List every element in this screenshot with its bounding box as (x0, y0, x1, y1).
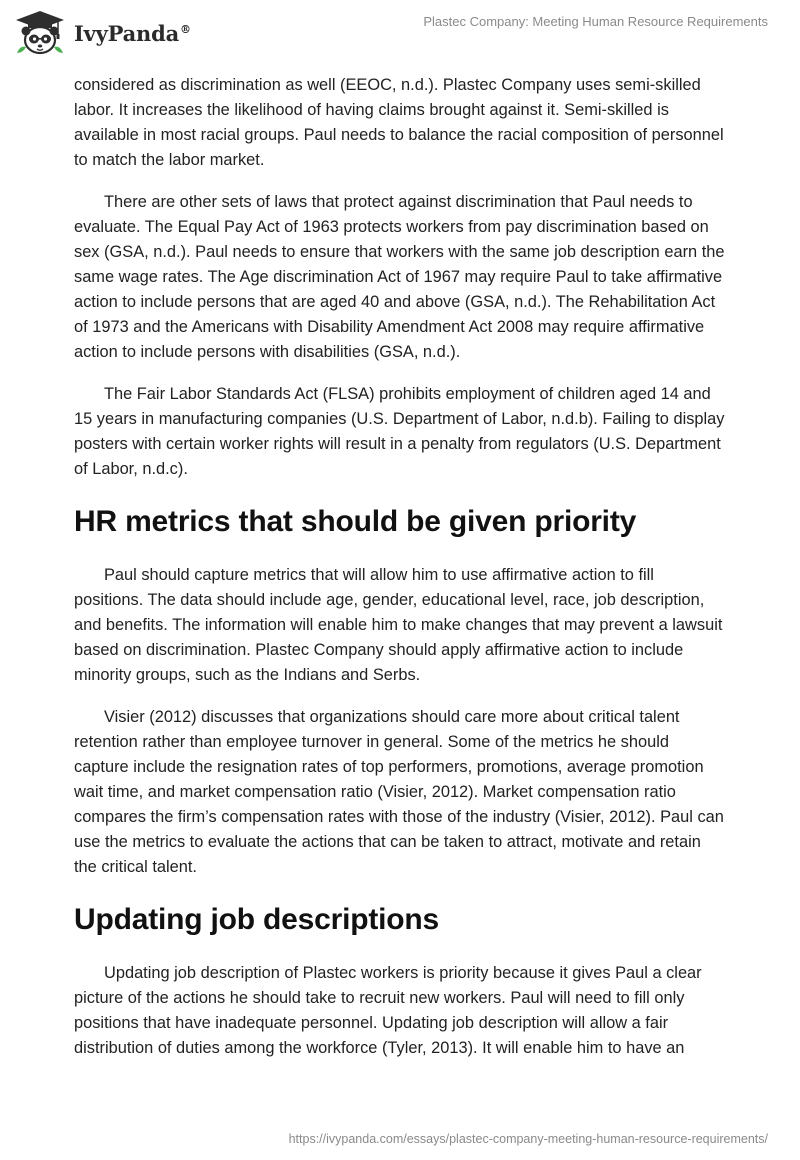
document-title: Plastec Company: Meeting Human Resource Requirements (423, 14, 768, 29)
panda-graduate-icon (14, 9, 66, 57)
ivypanda-logo[interactable] (14, 8, 191, 58)
paragraph: Paul should capture metrics that will allow him to use affirmative action to fill positions. The data should include age, gender, educational level, race, job description, and benefits. The information will enable him to make changes that may prevent a lawsuit based on discrimination. Plastec Company should apply affirmative action to include minority groups, such as the Indians and Serbs. (74, 566, 723, 684)
source-url[interactable]: https://ivypanda.com/essays/plastec-company-meeting-human-resource-requirements/ (288, 1132, 768, 1146)
section-heading-hr-metrics: HR metrics that should be given priority (74, 505, 637, 538)
section-heading-job-descriptions: Updating job descriptions (74, 903, 440, 936)
paragraph: The Fair Labor Standards Act (FLSA) prohibits employment of children aged 14 and 15 years in manufacturing companies (U.S. Department of Labor, n.d.b). Failing to display posters with certain worker rights will result in a penalty from regulators (U.S. Department of Labor, n.d.c). (74, 385, 725, 478)
page-header (0, 0, 800, 70)
paragraph: Updating job description of Plastec workers is priority because it gives Paul a clear picture of the actions he should take to recruit new workers. Paul will need to fill only positions that have inadequate personnel. Updating job description will allow a fair distribution of duties among the workforce (Tyler, 2013). It will enable him to have an (74, 964, 702, 1057)
brand-name: IvyPanda® (74, 20, 191, 46)
paragraph: considered as discrimination as well (EEOC, n.d.). Plastec Company uses semi-skilled labor. It increases the likelihood of having claims brought against it. Semi-skilled is available in most racial groups. Paul needs to balance the racial composition of personnel to match the labor market. (74, 76, 724, 169)
paragraph: Visier (2012) discusses that organizations should care more about critical talent retention rather than employee turnover in general. Some of the metrics he should capture include the resignation rates of top performers, promotions, average promotion wait time, and market compensation ratio (Visier, 2012). Market compensation ratio compares the firm’s compensation rates with those of the industry (Visier, 2012). Paul can use the metrics to evaluate the actions that can be taken to attract, motivate and retain the critical talent. (74, 708, 724, 876)
registered-mark: ® (180, 22, 191, 36)
essay-body (74, 73, 726, 1078)
paragraph: There are other sets of laws that protect against discrimination that Paul needs to evaluate. The Equal Pay Act of 1963 protects workers from pay discrimination based on sex (GSA, n.d.). Paul needs to ensure that workers with the same job description earn the same wage rates. The Age discrimination Act of 1967 may require Paul to take affirmative action to include persons that are aged 40 and above (GSA, n.d.). The Rehabilitation Act of 1973 and the Americans with Disability Amendment Act 2008 may require affirmative action to include persons with disabilities (GSA, n.d.). (74, 193, 725, 361)
